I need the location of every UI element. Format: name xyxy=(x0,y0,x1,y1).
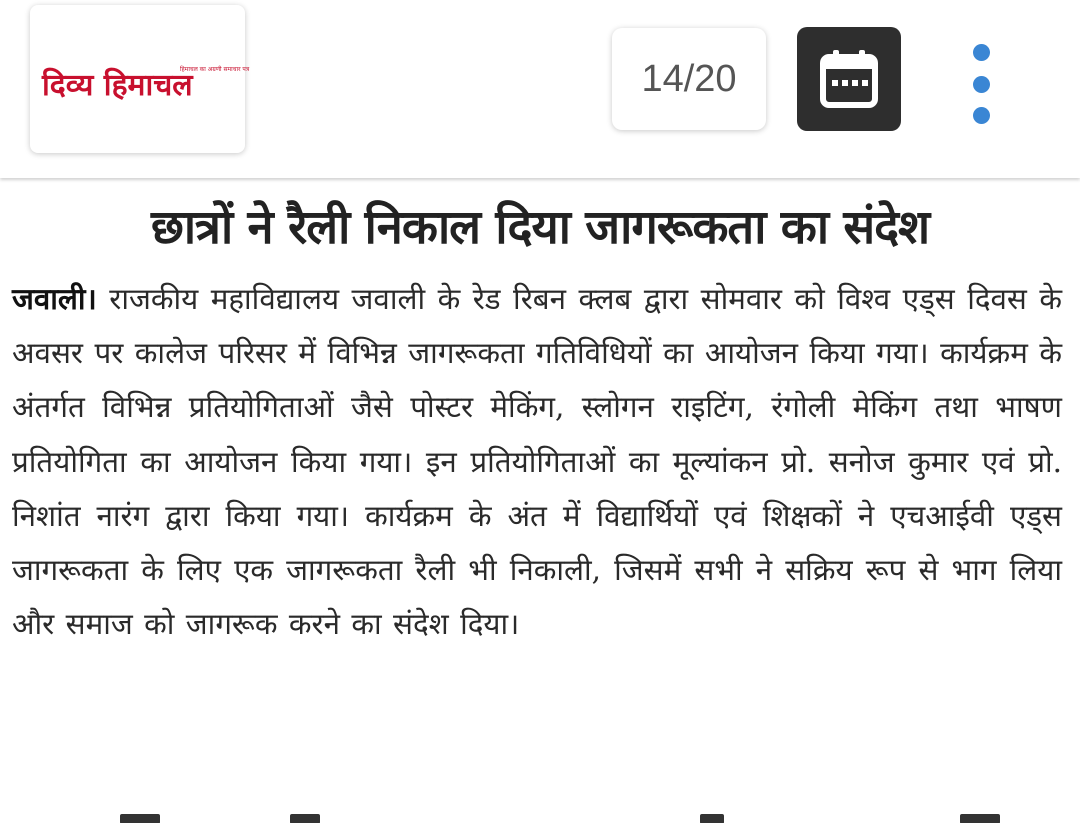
article-body xyxy=(12,272,1062,651)
logo-text: दिव्य हिमाचल xyxy=(42,68,193,103)
logo-tagline: हिमाचल का अग्रणी समाचार पत्र xyxy=(180,66,250,73)
article-dateline: जवाली। xyxy=(12,281,97,316)
more-vertical-icon-dot xyxy=(973,44,990,61)
more-vertical-icon-dot xyxy=(973,107,990,124)
calendar-button[interactable] xyxy=(797,27,901,131)
more-vertical-icon-dot xyxy=(973,76,990,93)
article-text: राजकीय महाविद्यालय जवाली के रेड रिबन क्लब द्वारा सोमवार को विश्व एड्स दिवस के अवसर पर कालेज परिसर में विभिन्न जागरूकता गतिविधियों का आयोजन किया गया। कार्यक्रम के अंतर्गत विभिन्न प्रतियोगिताओं जैसे पोस्टर मेकिंग, स्लोगन राइटिंग, रंगोली मेकिंग तथा भाषण प्रतियोगिता का आयोजन किया गया। इन प्रतियोगिताओं का मूल्यांकन प्रो. सनोज कुमार एवं प्रो. निशांत नारंग द्वारा किया गया। कार्यक्रम के अंत में विद्यार्थियों एवं शिक्षकों ने एचआईवी एड्स जागरूकता के लिए एक जागरूकता रैली भी निकाली, जिसमें सभी ने सक्रिय रूप से भाग लिया और समाज को जागरूक करने का संदेश दिया। xyxy=(12,282,1062,642)
next-paragraph-cutoff xyxy=(0,812,1080,823)
calendar-icon xyxy=(817,47,881,111)
newspaper-logo[interactable] xyxy=(30,5,250,153)
top-bar xyxy=(0,0,1080,178)
page-indicator[interactable]: 14/20 xyxy=(612,28,766,130)
article-headline: छात्रों ने रैली निकाल दिया जागरूकता का संदेश xyxy=(150,200,930,255)
more-options-button[interactable] xyxy=(958,44,1004,124)
